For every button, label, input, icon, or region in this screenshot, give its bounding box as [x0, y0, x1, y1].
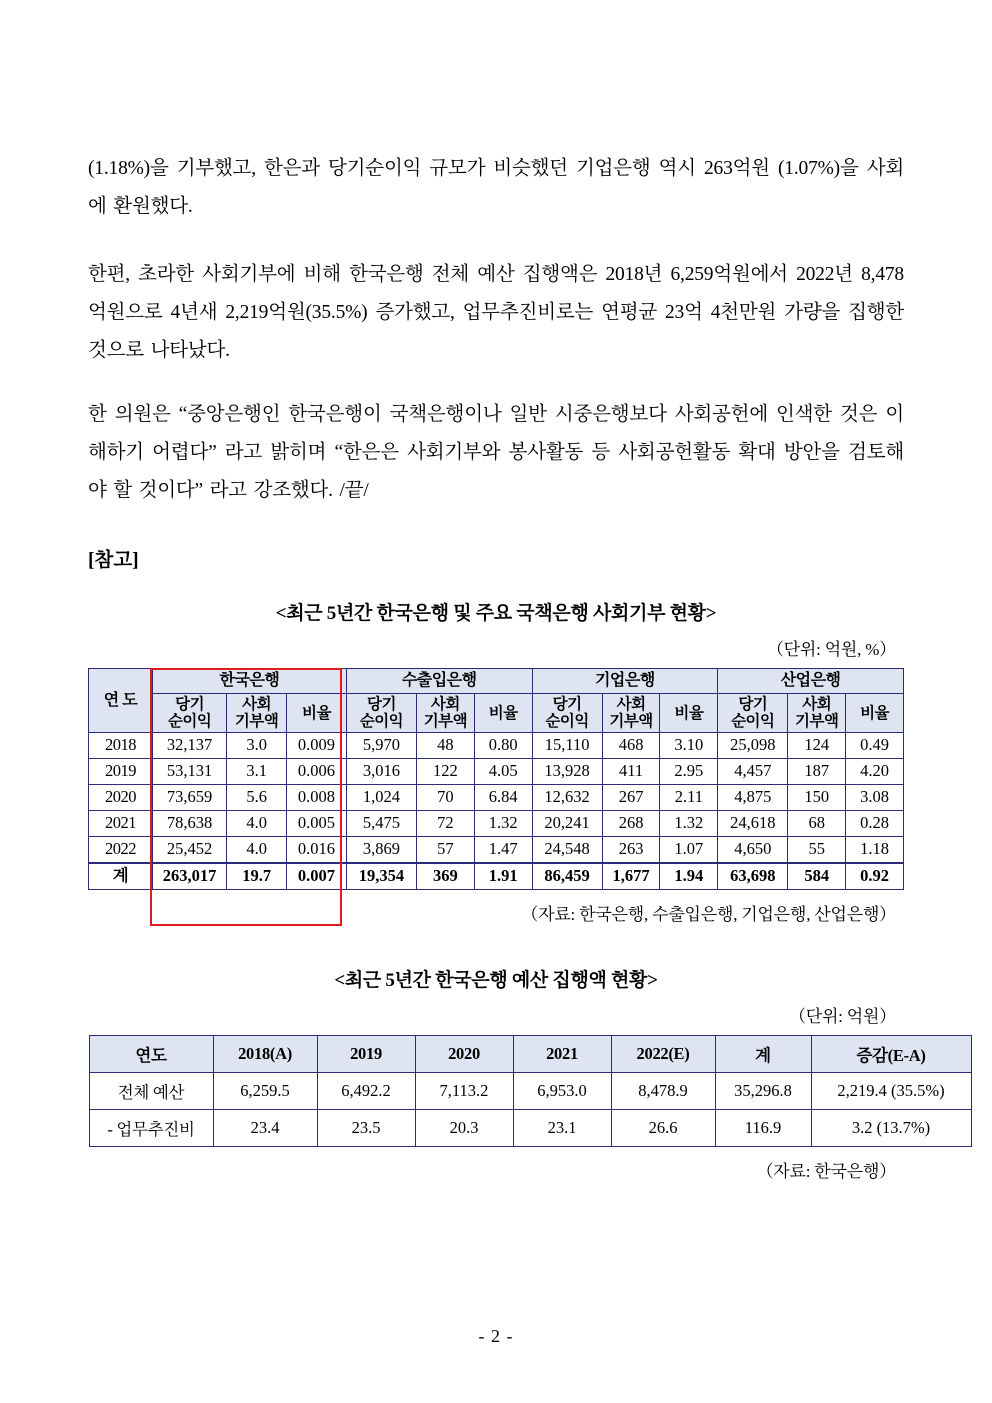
table1-sub-ratio-2: 비율 — [660, 694, 718, 733]
table1-total-c11: 0.92 — [846, 863, 904, 889]
table1-row2-c6: 12,632 — [532, 785, 602, 811]
table1-row0-year: 2018 — [89, 733, 153, 759]
table2-row0-c4: 8,478.9 — [611, 1073, 715, 1110]
table1-row1-c6: 13,928 — [532, 759, 602, 785]
table1-row4-c8: 1.07 — [660, 837, 718, 863]
paragraph-3: 한 의원은 “중앙은행인 한국은행이 국책은행이나 일반 시중은행보다 사회공헌에 인색한 것은 이해하기 어렵다” 라고 밝히며 “한은은 사회기부와 봉사활동 등 사회공헌활동 확대 방안을 검토해야 할 것이다” 라고 강조했다. /끝/ — [88, 404, 904, 501]
table1-row0-c9: 25,098 — [718, 733, 788, 759]
table2-header-2: 2019 — [317, 1036, 415, 1073]
table1-sub-net-income-0: 당기 순이익 — [152, 694, 226, 733]
table1-total-c4: 369 — [417, 863, 475, 889]
budget-execution-table — [89, 1035, 972, 1147]
table1-row0-c3: 5,970 — [346, 733, 416, 759]
table1-row3-c7: 268 — [602, 811, 660, 837]
page-number: - 2 - — [478, 1326, 514, 1346]
table-row — [89, 1110, 971, 1147]
table1-row2-c3: 1,024 — [346, 785, 416, 811]
table1-header-row-2 — [89, 694, 904, 733]
table1-row4-c7: 263 — [602, 837, 660, 863]
table-row — [89, 1073, 971, 1110]
table2-body — [89, 1073, 971, 1147]
table1-row3-c10: 68 — [788, 811, 846, 837]
paragraph-1: (1.18%)을 기부했고, 한은과 당기순이익 규모가 비슷했던 기업은행 역시 263억원 (1.07%)을 사회에 환원했다. — [88, 158, 904, 217]
table-row — [89, 785, 904, 811]
table1-body — [89, 733, 904, 890]
table1-row2-c4: 70 — [417, 785, 475, 811]
social-donation-table — [88, 668, 904, 890]
table1-row1-c3: 3,016 — [346, 759, 416, 785]
table1-row2-c0: 73,659 — [152, 785, 226, 811]
table1-total-c2: 0.007 — [287, 863, 347, 889]
table1-row4-c11: 1.18 — [846, 837, 904, 863]
table1-bank-header-2: 기업은행 — [532, 669, 718, 694]
table1-row4-c9: 4,650 — [718, 837, 788, 863]
table1-row0-c4: 48 — [417, 733, 475, 759]
table1-row3-c4: 72 — [417, 811, 475, 837]
table1-row2-c11: 3.08 — [846, 785, 904, 811]
table1-row0-c7: 468 — [602, 733, 660, 759]
table1-bank-header-3: 산업은행 — [718, 669, 904, 694]
table1-total-c7: 1,677 — [602, 863, 660, 889]
table2-header-5: 2022(E) — [611, 1036, 715, 1073]
table1-total-c3: 19,354 — [346, 863, 416, 889]
table1-row4-c1: 4.0 — [227, 837, 287, 863]
table1-row1-c8: 2.95 — [660, 759, 718, 785]
table2-row0-c0: 6,259.5 — [213, 1073, 317, 1110]
table1-total-c0: 263,017 — [152, 863, 226, 889]
table1-source: （자료: 한국은행, 수출입은행, 기업은행, 산업은행） — [521, 905, 896, 925]
table1-row4-c0: 25,452 — [152, 837, 226, 863]
table1-sub-donation-1: 사회 기부액 — [417, 694, 475, 733]
table2-row0-c2: 7,113.2 — [415, 1073, 513, 1110]
table1-wrapper — [88, 668, 904, 890]
table1-row1-c0: 53,131 — [152, 759, 226, 785]
table2-header-4: 2021 — [513, 1036, 611, 1073]
paragraph-2: 한편, 초라한 사회기부에 비해 한국은행 전체 예산 집행액은 2018년 6,259억원에서 2022년 8,478억원으로 4년새 2,219억원(35.5%) 증가했고, 업무추진비로는 연평균 23억 4천만원 가량을 집행한 것으로 나타났다. — [88, 264, 904, 361]
table1-sub-net-income-3: 당기 순이익 — [718, 694, 788, 733]
table1-row1-c7: 411 — [602, 759, 660, 785]
table1-row3-c2: 0.005 — [287, 811, 347, 837]
table1-unit: （단위: 억원, %） — [766, 640, 896, 659]
table1-row2-c2: 0.008 — [287, 785, 347, 811]
table1-total-c1: 19.7 — [227, 863, 287, 889]
table1-sub-net-income-2: 당기 순이익 — [532, 694, 602, 733]
table1-sub-donation-0: 사회 기부액 — [227, 694, 287, 733]
table2-header-1: 2018(A) — [213, 1036, 317, 1073]
table2-row0-c6: 2,219.4 (35.5%) — [811, 1073, 971, 1110]
table2-row1-label: - 업무추진비 — [89, 1110, 213, 1147]
table1-total-c5: 1.91 — [474, 863, 532, 889]
table1-row1-c11: 4.20 — [846, 759, 904, 785]
table-row — [89, 759, 904, 785]
table1-row3-c6: 20,241 — [532, 811, 602, 837]
table2-unit: （단위: 억원） — [788, 1007, 896, 1027]
table1-row0-c11: 0.49 — [846, 733, 904, 759]
table1-sub-ratio-0: 비율 — [287, 694, 347, 733]
table1-row1-c1: 3.1 — [227, 759, 287, 785]
table1-row0-c1: 3.0 — [227, 733, 287, 759]
table1-total-c9: 63,698 — [718, 863, 788, 889]
table1-row2-c9: 4,875 — [718, 785, 788, 811]
table2-title: <최근 5년간 한국은행 예산 집행액 현황> — [334, 970, 658, 992]
table1-row3-c9: 24,618 — [718, 811, 788, 837]
table1-row2-c7: 267 — [602, 785, 660, 811]
table1-row4-c3: 3,869 — [346, 837, 416, 863]
table2-source: （자료: 한국은행） — [756, 1162, 896, 1182]
table1-row2-c5: 6.84 — [474, 785, 532, 811]
reference-label: [참고] — [88, 550, 139, 571]
table1-row1-c5: 4.05 — [474, 759, 532, 785]
table1-row2-c10: 150 — [788, 785, 846, 811]
table1-row3-c1: 4.0 — [227, 811, 287, 837]
table1-sub-donation-2: 사회 기부액 — [602, 694, 660, 733]
table2-header-3: 2020 — [415, 1036, 513, 1073]
table1-row1-c2: 0.006 — [287, 759, 347, 785]
table1-row1-year: 2019 — [89, 759, 153, 785]
table1-row3-c0: 78,638 — [152, 811, 226, 837]
table-row — [89, 837, 904, 863]
table1-row4-c10: 55 — [788, 837, 846, 863]
table1-sub-ratio-3: 비율 — [846, 694, 904, 733]
table1-row3-c8: 1.32 — [660, 811, 718, 837]
table1-row0-c8: 3.10 — [660, 733, 718, 759]
table1-row1-c9: 4,457 — [718, 759, 788, 785]
table1-row1-c4: 122 — [417, 759, 475, 785]
table1-total-c8: 1.94 — [660, 863, 718, 889]
table1-row3-c3: 5,475 — [346, 811, 416, 837]
table1-row4-year: 2022 — [89, 837, 153, 863]
table2-header-0: 연도 — [89, 1036, 213, 1073]
table2-row1-c1: 23.5 — [317, 1110, 415, 1147]
table1-row2-c8: 2.11 — [660, 785, 718, 811]
table2-header-7: 증감(E-A) — [811, 1036, 971, 1073]
table-row — [89, 811, 904, 837]
table1-bank-header-1: 수출입은행 — [346, 669, 532, 694]
table1-row0-c6: 15,110 — [532, 733, 602, 759]
table1-year-header: 연 도 — [89, 669, 153, 733]
table1-row4-c2: 0.016 — [287, 837, 347, 863]
table2-row1-c2: 20.3 — [415, 1110, 513, 1147]
table1-total-label: 계 — [89, 863, 153, 889]
table1-title: <최근 5년간 한국은행 및 주요 국책은행 사회기부 현황> — [275, 603, 717, 624]
table1-row0-c2: 0.009 — [287, 733, 347, 759]
table1-row0-c10: 124 — [788, 733, 846, 759]
table1-row4-c5: 1.47 — [474, 837, 532, 863]
table1-row4-c4: 57 — [417, 837, 475, 863]
table1-bank-header-0: 한국은행 — [152, 669, 346, 694]
table1-row2-c1: 5.6 — [227, 785, 287, 811]
table-row — [89, 733, 904, 759]
table2-header-6: 계 — [715, 1036, 811, 1073]
table2-row0-c3: 6,953.0 — [513, 1073, 611, 1110]
table2-row1-c6: 3.2 (13.7%) — [811, 1110, 971, 1147]
table1-sub-ratio-1: 비율 — [474, 694, 532, 733]
table1-total-c6: 86,459 — [532, 863, 602, 889]
table1-total-row — [89, 863, 904, 889]
table2-row1-c0: 23.4 — [213, 1110, 317, 1147]
table1-row4-c6: 24,548 — [532, 837, 602, 863]
table2-row0-c1: 6,492.2 — [317, 1073, 415, 1110]
table1-sub-net-income-1: 당기 순이익 — [346, 694, 416, 733]
table2-wrapper — [89, 1035, 945, 1147]
table2-header-row — [89, 1036, 971, 1073]
table1-row3-c5: 1.32 — [474, 811, 532, 837]
table1-row0-c5: 0.80 — [474, 733, 532, 759]
table2-row1-c3: 23.1 — [513, 1110, 611, 1147]
table1-row1-c10: 187 — [788, 759, 846, 785]
table1-sub-donation-3: 사회 기부액 — [788, 694, 846, 733]
table1-row0-c0: 32,137 — [152, 733, 226, 759]
table1-row3-year: 2021 — [89, 811, 153, 837]
table2-row1-c5: 116.9 — [715, 1110, 811, 1147]
table2-row0-c5: 35,296.8 — [715, 1073, 811, 1110]
table1-header-row-1 — [89, 669, 904, 694]
table2-row1-c4: 26.6 — [611, 1110, 715, 1147]
table1-total-c10: 584 — [788, 863, 846, 889]
table1-row2-year: 2020 — [89, 785, 153, 811]
table1-row3-c11: 0.28 — [846, 811, 904, 837]
table2-row0-label: 전체 예산 — [89, 1073, 213, 1110]
